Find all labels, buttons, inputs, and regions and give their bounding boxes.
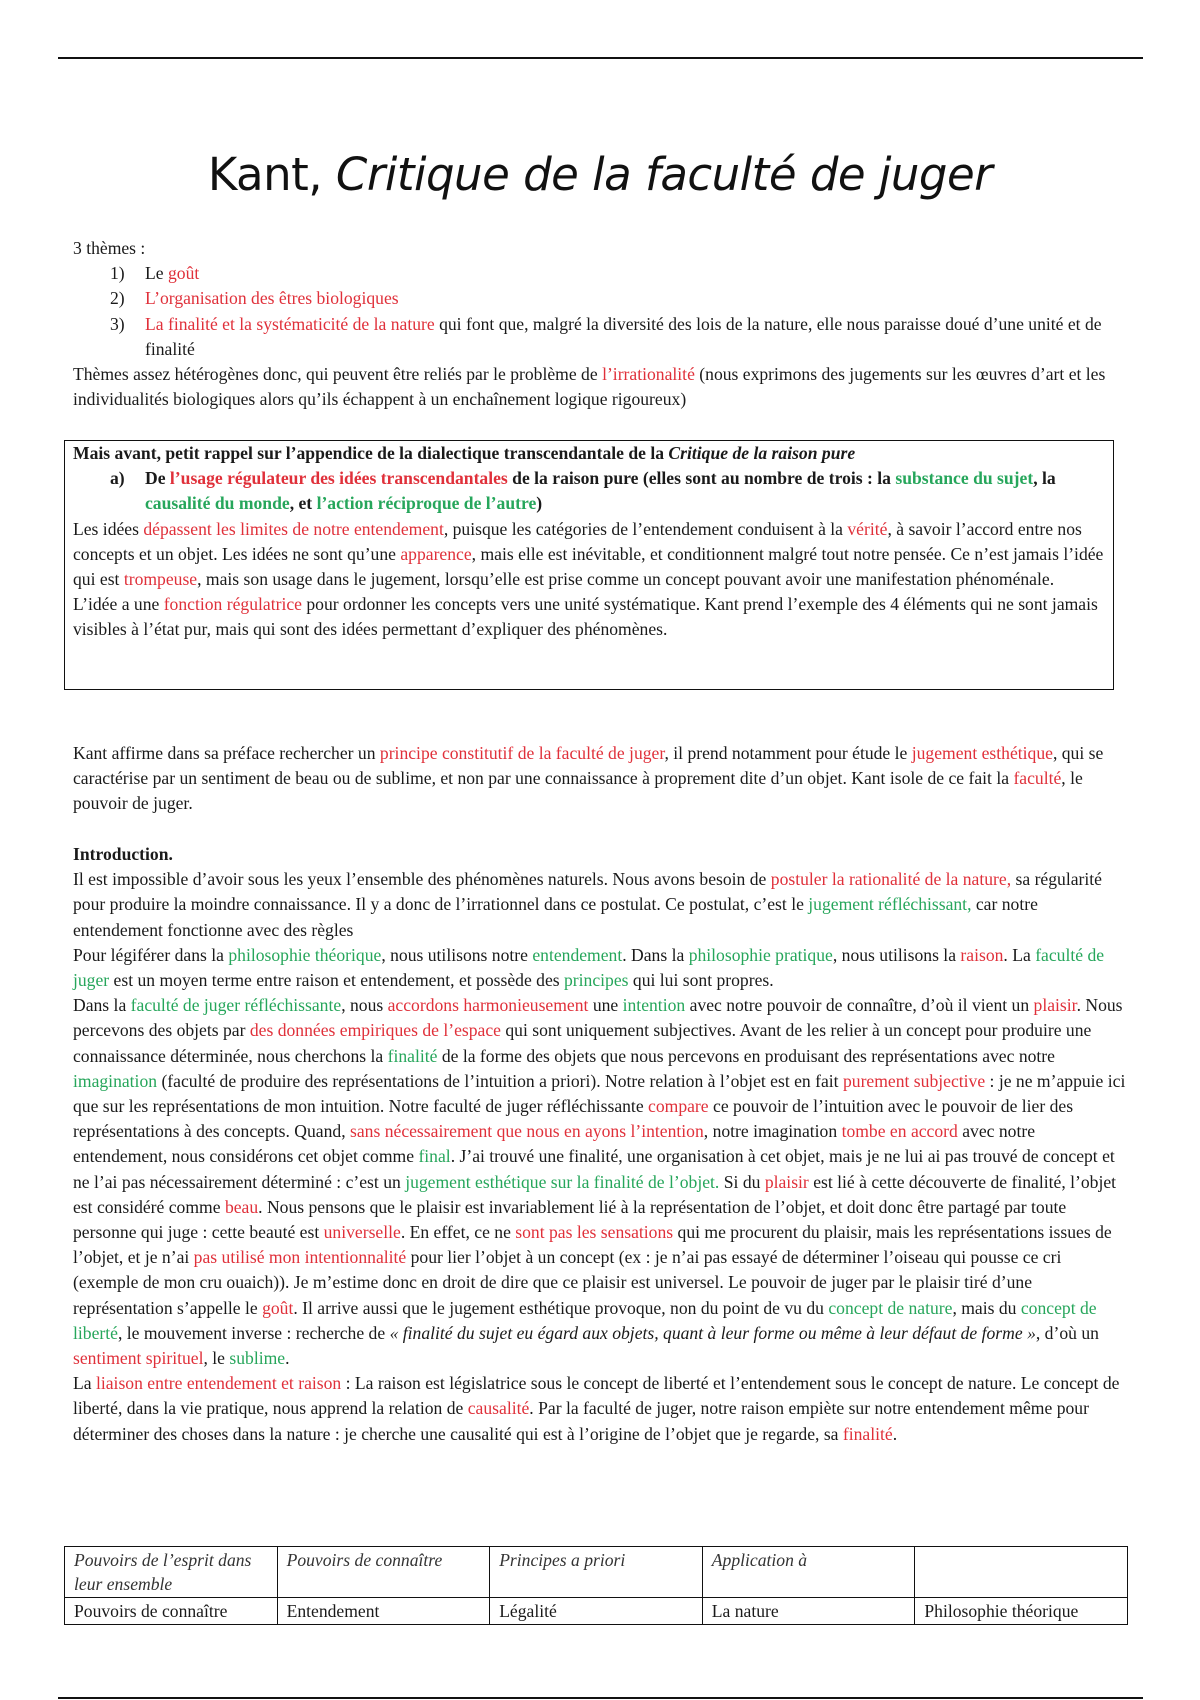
reminder-box bbox=[64, 440, 1114, 690]
table-header-row bbox=[65, 1547, 1128, 1598]
table-cell: Entendement bbox=[277, 1598, 490, 1625]
theme-item-1: 1) Le goût bbox=[110, 263, 200, 284]
table-header-cell: Pouvoirs de connaître bbox=[277, 1547, 490, 1598]
themes-intro: 3 thèmes : bbox=[73, 238, 146, 258]
introduction-heading: Introduction. bbox=[73, 844, 173, 864]
table-header-cell bbox=[915, 1547, 1128, 1598]
intro-paragraph-2: Pour légiférer dans la philosophie théorique, nous utilisons notre entendement. Dans la philosophie pratique, nous utilisons la raison. La faculté de juger est un moyen terme entre raison et entendement, et possède des principes qui lui sont propres. bbox=[73, 944, 1105, 991]
table-header-cell: Principes a priori bbox=[490, 1547, 703, 1598]
themes-list bbox=[73, 261, 1131, 362]
table-cell: Pouvoirs de connaître bbox=[65, 1598, 278, 1625]
preface-paragraph: Kant affirme dans sa préface rechercher un principe constitutif de la faculté de juger, il prend notamment pour étude le jugement esthétique, qui se caractérise par un sentiment de beau ou de sublime, et non par une connaissance à proprement dite d’un objet. Kant isole de ce fait la faculté, le pouvoir de juger. bbox=[73, 743, 1104, 814]
table-row bbox=[65, 1598, 1128, 1625]
title-work: Critique de la faculté de juger bbox=[335, 148, 993, 201]
faculties-table bbox=[64, 1546, 1128, 1625]
top-rule bbox=[58, 57, 1143, 59]
intro-paragraph-1: Il est impossible d’avoir sous les yeux l’ensemble des phénomènes naturels. Nous avons besoin de postuler la rationalité de la nature, sa régularité pour produire la moindre connaissance. Il y a donc de l’irrationnel dans ce postulat. Ce postulat, c’est le jugement réfléchissant, car notre entendement fonctionne avec des règles bbox=[73, 869, 1102, 940]
theme-item-3: 3) La finalité et la systématicité de la nature qui font que, malgré la diversité des lois de la nature, elle nous paraisse doué d’une unité et de finalité bbox=[110, 313, 1102, 359]
introduction-section bbox=[73, 842, 1131, 1447]
box-item-a: a) De l’usage régulateur des idées transcendantales de la raison pure (elles sont au nombre de trois : la substance du sujet, la causalité du monde, et l’action réciproque de l’autre) bbox=[110, 468, 1056, 514]
table-cell: La nature bbox=[702, 1598, 915, 1625]
title-author: Kant, bbox=[207, 148, 336, 201]
bottom-rule bbox=[58, 1697, 1143, 1699]
intro-paragraph-4: La liaison entre entendement et raison : La raison est législatrice sous le concept de liberté et l’entendement sous le concept de nature. Le concept de liberté, dans la vie pratique, nous apprend la relation de causalité. Par la faculté de juger, notre raison empiète sur notre entendement même pour déterminer des choses dans la nature : je cherche une causalité qui est à l’origine de l’objet que je regarde, sa finalité. bbox=[73, 1373, 1120, 1444]
themes-paragraph: Thèmes assez hétérogènes donc, qui peuvent être reliés par le problème de l’irrationalité (nous exprimons des jugements sur les œuvres d’art et les individualités biologiques alors qu’ils échappent à un enchaînement logique rigoureux) bbox=[73, 364, 1106, 410]
table-header-cell: Pouvoirs de l’esprit dans leur ensemble bbox=[65, 1547, 278, 1598]
table-cell: Philosophie théorique bbox=[915, 1598, 1128, 1625]
document-title bbox=[0, 148, 1200, 201]
box-heading: Mais avant, petit rappel sur l’appendice de la dialectique transcendantale de la Critique de la raison pure bbox=[73, 443, 856, 463]
box-paragraph-2: L’idée a une fonction régulatrice pour ordonner les concepts vers une unité systématique. Kant prend l’exemple des 4 éléments qui ne sont jamais visibles à l’état pur, mais qui sont des idées permettant d’expliquer des phénomènes. bbox=[73, 594, 1098, 640]
box-paragraph-1: Les idées dépassent les limites de notre entendement, puisque les catégories de l’entendement conduisent à la vérité, à savoir l’accord entre nos concepts et un objet. Les idées ne sont qu’une apparence, mais elle est inévitable, et conditionnent malgré tout notre pensée. Ce n’est jamais l’idée qui est trompeuse, mais son usage dans le jugement, lorsqu’elle est prise comme un concept pouvant avoir une manifestation phénoménale. bbox=[73, 518, 1104, 590]
intro-paragraph-3: Dans la faculté de juger réfléchissante, nous accordons harmonieusement une intention avec notre pouvoir de connaître, d’où il vient un plaisir. Nous percevons des objets par des données empiriques de l’espace qui sont uniquement subjectives. Avant de les relier à un concept pour produire une connaissance déterminée, nous cherchons la finalité de la forme des objets que nous percevons en produisant des représentations avec notre imagination (faculté de produire des représentations de l’intuition a priori). Notre relation à l’objet est en fait purement subjective : je ne m’appuie ici que sur les représentations de mon intuition. Notre faculté de juger réfléchissante compare ce pouvoir de l’intuition avec le pouvoir de lier des représentations à des concepts. Quand, sans nécessairement que nous en ayons l’intention, notre imagination tombe en accord avec notre entendement, nous considérons cet objet comme final. J’ai trouvé une finalité, une organisation à cet objet, mais je ne lui ai pas trouvé de concept et ne l’ai pas nécessairement déterminé : c’est un jugement esthétique sur la finalité de l’objet. Si du plaisir est lié à cette découverte de finalité, l’objet est considéré comme beau. Nous pensons que le plaisir est invariablement lié à la représentation de l’objet, et doit donc être partagé par toute personne qui juge : cette beauté est universelle. En effet, ce ne sont pas les sensations qui me procurent du plaisir, mais les représentations issues de l’objet, et je n’ai pas utilisé mon intentionnalité pour lier l’objet à un concept (ex : je n’ai pas essayé de déterminer l’oiseau qui pousse ce cri (exemple de mon cru ouaich)). Je m’estime donc en droit de dire que ce plaisir est universel. Le pouvoir de juger par le plaisir tiré d’une représentation s’appelle le goût. Il arrive aussi que le jugement esthétique provoque, non du point de vu du concept de nature, mais du concept de liberté, le mouvement inverse : recherche de « finalité du sujet eu égard aux objets, quant à leur forme ou même à leur défaut de forme », d’où un sentiment spirituel, le sublime. bbox=[73, 995, 1126, 1369]
table-cell: Légalité bbox=[490, 1598, 703, 1625]
themes-section bbox=[73, 236, 1131, 412]
theme-item-2: 2) L’organisation des êtres biologiques bbox=[110, 288, 399, 309]
table-header-cell: Application à bbox=[702, 1547, 915, 1598]
